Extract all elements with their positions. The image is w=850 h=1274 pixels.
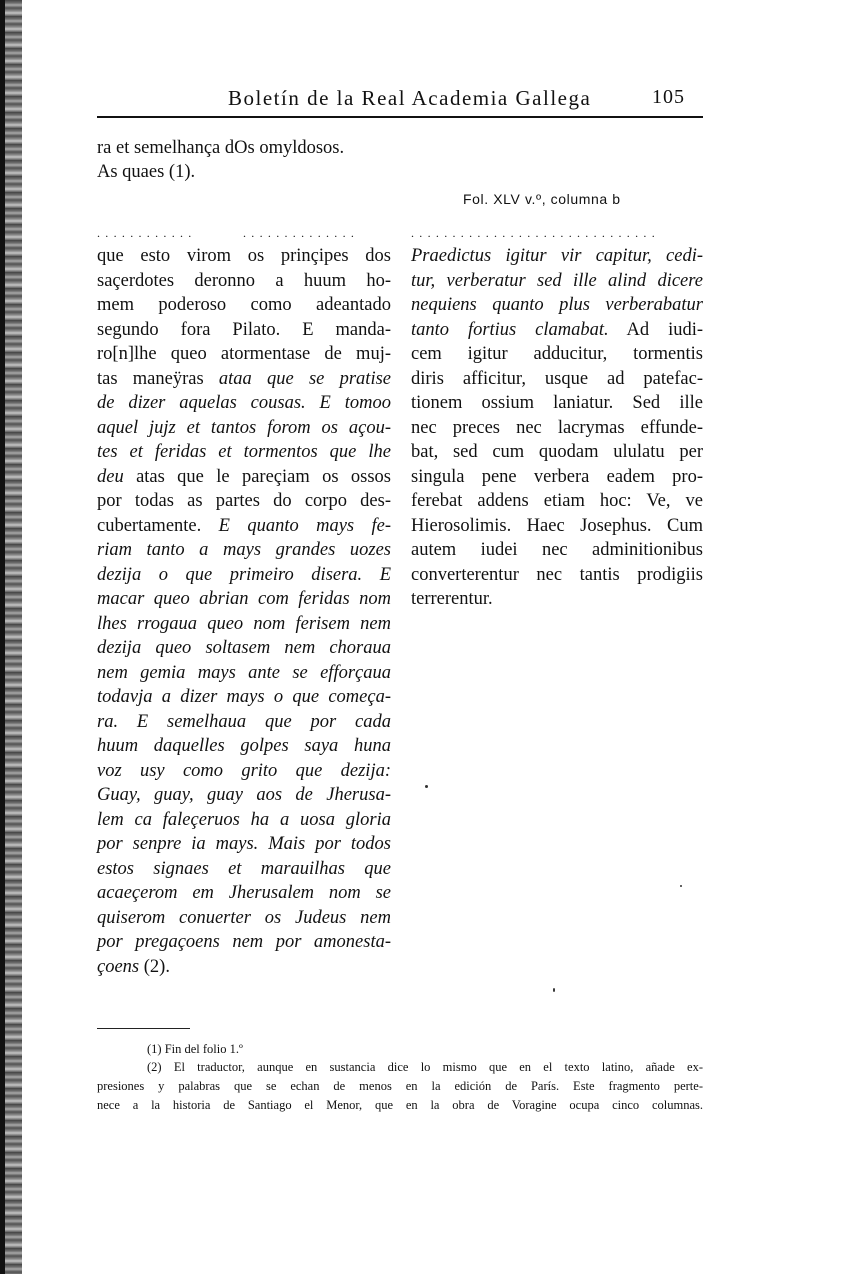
text-segment: singula pene verbera eadem pro- — [411, 466, 703, 487]
italic-text-segment: riam tanto a mays grandes uozes — [97, 540, 391, 560]
text-line — [97, 587, 391, 611]
text-line — [97, 416, 391, 440]
text-segment: diris afficitur, usque ad patefac- — [411, 368, 703, 389]
header-rule — [97, 116, 703, 118]
text-line — [411, 465, 703, 489]
intro-line: As quaes (1). — [97, 162, 196, 182]
italic-text-segment: por senpre ia mays. Mais por todos — [97, 834, 391, 854]
text-line — [97, 318, 391, 342]
text-line — [411, 416, 703, 440]
scan-speck — [680, 885, 682, 887]
text-line — [411, 367, 703, 391]
text-line — [97, 367, 391, 391]
text-segment: cubertamente. — [97, 515, 219, 536]
scan-edge-border — [0, 0, 5, 1274]
text-line — [411, 538, 703, 562]
italic-text-segment: ataa que se pratise — [218, 368, 392, 389]
text-line — [411, 514, 703, 538]
text-line — [97, 783, 391, 807]
text-line — [97, 465, 391, 489]
text-line — [97, 636, 391, 660]
text-line — [97, 906, 391, 930]
text-line — [411, 440, 703, 464]
text-segment: ro[n]lhe queo atormentase de muj- — [97, 344, 391, 364]
text-segment: nec preces nec lacrymas effunde- — [411, 417, 703, 438]
italic-text-segment: dezija o que primeiro disera. E — [97, 564, 391, 585]
text-line — [97, 881, 391, 905]
ellipsis-dots: .............................. — [411, 226, 660, 238]
text-segment: autem iudei nec adminitionibus — [411, 540, 703, 560]
text-line — [411, 587, 703, 611]
italic-text-segment: tanto fortius clamabat. — [411, 319, 609, 340]
text-line — [97, 342, 391, 366]
text-line — [97, 734, 391, 758]
footnote-2-cont: presiones y palabras que se echan de menos en la edición de París. Este fragmento perte- — [97, 1079, 703, 1093]
text-line — [97, 514, 391, 538]
ellipsis-dots: ............ — [97, 226, 197, 238]
italic-text-segment: lhes rrogaua queo nom ferisem nem — [97, 613, 391, 634]
italic-text-segment: ra. E semelhaua que por cada — [97, 711, 391, 732]
italic-text-segment: çoens — [97, 956, 144, 977]
text-line — [97, 612, 391, 636]
footnote-rule — [97, 1028, 190, 1029]
italic-text-segment: de dizer aquelas cousas. E tomoo — [97, 393, 391, 413]
text-line — [97, 661, 391, 685]
text-line — [411, 244, 703, 268]
text-segment: terrerentur. — [411, 589, 493, 609]
text-line — [97, 930, 391, 954]
text-segment: tas maneÿras — [97, 368, 219, 389]
text-segment: Hierosolimis. Haec Josephus. Cum — [411, 515, 703, 536]
italic-text-segment: Guay, guay, guay aos de Jherusa- — [97, 785, 391, 805]
italic-text-segment: tes et feridas et tormentos que lhe — [97, 442, 391, 462]
text-line — [97, 489, 391, 513]
text-line — [411, 318, 703, 342]
text-line — [97, 710, 391, 734]
intro-line: ra et semelhança dOs omyldosos. — [97, 138, 345, 158]
ellipsis-dots: .............. — [243, 226, 360, 238]
text-line — [97, 808, 391, 832]
text-line — [411, 489, 703, 513]
italic-text-segment: macar queo abrian com feridas nom — [97, 589, 391, 609]
text-line — [97, 538, 391, 562]
footnote-2: (2) El traductor, aunque en sustancia dice lo mismo que en el texto latino, añade ex- — [147, 1060, 703, 1074]
text-line — [97, 857, 391, 881]
italic-text-segment: E quanto mays fe- — [218, 515, 391, 536]
italic-text-segment: deu — [97, 466, 124, 487]
italic-text-segment: lem ca faleçeruos ha a uosa gloria — [97, 809, 391, 830]
text-line — [411, 342, 703, 366]
text-line — [97, 685, 391, 709]
italic-text-segment: por pregaçoens nem por amonesta- — [97, 932, 391, 952]
text-line — [97, 955, 391, 979]
text-line — [97, 293, 391, 317]
text-segment: cem igitur adducitur, tormentis — [411, 344, 703, 364]
text-segment: atas que le pareçiam os ossos — [123, 466, 391, 487]
text-segment: saçerdotes deronno a huum ho- — [97, 270, 391, 291]
folio-label: Fol. XLV v.º, columna b — [463, 191, 621, 207]
text-line — [411, 391, 703, 415]
text-segment: Ad iudi- — [608, 319, 704, 340]
text-line — [97, 244, 391, 268]
text-line — [97, 759, 391, 783]
text-line — [97, 269, 391, 293]
italic-text-segment: dezija queo soltasem nem choraua — [97, 638, 391, 658]
footnote-2-cont: nece a la historia de Santiago el Menor, que en la obra de Voragine ocupa cinco columnas. — [97, 1098, 703, 1112]
text-segment: tionem ossium laniatur. Sed ille — [411, 393, 703, 413]
text-segment: por todas as partes do corpo des- — [97, 491, 391, 511]
italic-text-segment: tur, verberatur sed ille alind dicere — [411, 270, 703, 291]
italic-text-segment: Praedictus igitur vir capitur, cedi- — [411, 246, 703, 266]
italic-text-segment: huum daquelles golpes saya huna — [97, 736, 391, 756]
text-line — [97, 391, 391, 415]
italic-text-segment: voz usy como grito que dezija: — [97, 760, 391, 781]
italic-text-segment: estos signaes et marauilhas que — [97, 858, 391, 879]
text-segment: segundo fora Pilato. E manda- — [97, 319, 391, 340]
text-line — [411, 269, 703, 293]
text-segment: converterentur nec tantis prodigiis — [411, 564, 703, 585]
footnote-1: (1) Fin del folio 1.º — [147, 1042, 243, 1056]
italic-text-segment: quiserom conuerter os Judeus nem — [97, 907, 391, 928]
text-segment: que esto virom os prinçipes dos — [97, 246, 391, 266]
text-line — [97, 440, 391, 464]
text-segment: bat, sed cum quodam ululatu per — [411, 442, 703, 462]
text-line — [97, 563, 391, 587]
text-line — [411, 563, 703, 587]
scan-speck — [425, 785, 428, 788]
italic-text-segment: nequiens quanto plus verberabatur — [411, 295, 703, 315]
text-line — [97, 832, 391, 856]
italic-text-segment: acaeçerom em Jherusalem nom se — [97, 883, 391, 903]
running-header-title: Boletín de la Real Academia Gallega — [228, 86, 592, 110]
text-segment: (2). — [143, 956, 170, 977]
scan-speck — [553, 988, 555, 992]
italic-text-segment: aquel jujz et tantos forom os açou- — [97, 417, 391, 438]
text-segment: mem poderoso como adeantado — [97, 295, 391, 315]
text-line — [411, 293, 703, 317]
italic-text-segment: todavja a dizer mays o que começa- — [97, 687, 391, 707]
text-segment: ferebat addens etiam hoc: Ve, ve — [411, 491, 703, 511]
page-number: 105 — [652, 86, 685, 108]
italic-text-segment: nem gemia mays ante se efforçaua — [97, 662, 391, 683]
